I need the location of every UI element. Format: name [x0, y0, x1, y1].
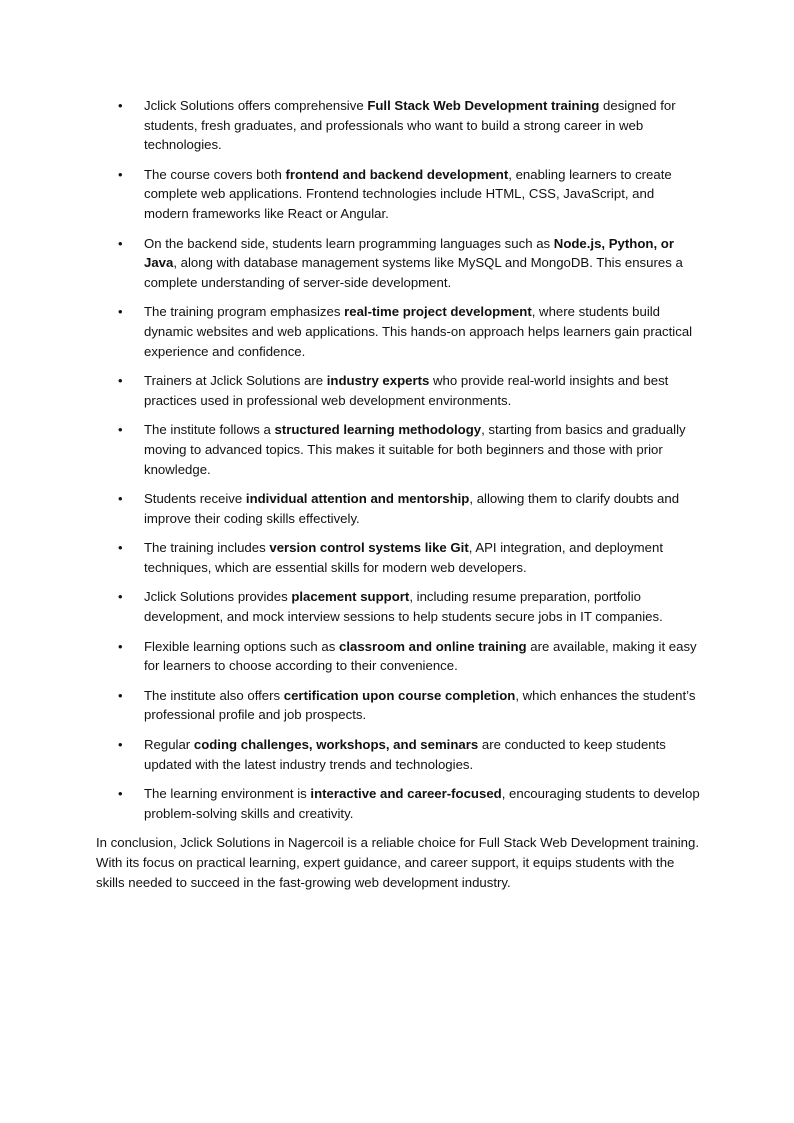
item-text-before: The course covers both: [144, 166, 286, 182]
bullet-marker: •: [118, 98, 123, 113]
item-text-before: The learning environment is: [144, 786, 311, 802]
item-text-bold: placement support: [291, 589, 410, 605]
list-item: [96, 234, 700, 293]
item-text-bold: interactive and career-focused: [310, 786, 502, 802]
item-text-bold: coding challenges, workshops, and seminars: [193, 737, 479, 753]
item-text-before: The institute follows a: [144, 422, 275, 438]
item-text-after: , encouraging students to develop problem-solving skills and creativity.: [144, 786, 700, 821]
item-text-after: , where students build dynamic websites and web applications. This hands-on approach helps learners gain practical experience and confidence.: [144, 304, 693, 359]
bullet-marker: •: [118, 166, 123, 182]
item-text-before: Flexible learning options such as: [144, 638, 339, 654]
list-item: [96, 735, 700, 774]
item-text-after: , starting from basics and gradually moving to advanced topics. This makes it suitable for both beginners and those with prior knowledge.: [144, 422, 686, 477]
list-item: [96, 538, 700, 577]
item-text-bold: Full Stack Web Development training: [367, 98, 600, 113]
list-item: [96, 686, 700, 725]
item-text-after: are conducted to keep students updated with the latest industry trends and technologies.: [144, 737, 666, 772]
item-text-after: , enabling learners to create complete web applications. Frontend technologies include HTML, CSS, JavaScript, and modern frameworks like React or Angular.: [144, 166, 672, 221]
bullet-marker: •: [118, 687, 123, 703]
list-item: [96, 371, 700, 410]
bullet-marker: •: [118, 235, 123, 251]
item-text-after: , including resume preparation, portfolio development, and mock interview sessions to help students secure jobs in IT companies.: [144, 589, 663, 625]
item-text-bold: real-time project development: [344, 304, 532, 320]
list-item: [96, 165, 700, 224]
bullet-marker: •: [118, 373, 123, 389]
item-text-before: Regular: [144, 737, 194, 753]
item-text-before: The training includes: [144, 540, 270, 556]
item-text-before: On the backend side, students learn programming languages such as: [144, 235, 554, 251]
list-item: [96, 784, 700, 823]
item-text-bold: structured learning methodology: [274, 422, 482, 438]
bullet-marker: •: [118, 786, 123, 802]
item-text-bold: version control systems like Git: [269, 540, 469, 556]
bullet-marker: •: [118, 638, 123, 654]
item-text-bold: certification upon course completion: [283, 687, 516, 703]
bullet-marker: •: [118, 540, 123, 556]
list-item: [96, 489, 700, 528]
item-text-bold: individual attention and mentorship: [245, 491, 470, 507]
conclusion-paragraph: In conclusion, Jclick Solutions in Nagercoil is a reliable choice for Full Stack Web Development training. With its focus on practical learning, expert guidance, and career support, it equips students with the skills needed to succeed in the fast-growing web development industry.: [96, 835, 699, 890]
item-text-after: are available, making it easy for learners to choose according to their convenience.: [144, 638, 697, 674]
bullet-marker: •: [118, 737, 123, 753]
item-text-before: Jclick Solutions provides: [144, 589, 292, 605]
bullet-marker: •: [118, 589, 123, 605]
item-text-after: , which enhances the student’s professional profile and job prospects.: [144, 687, 696, 723]
item-text-after: , allowing them to clarify doubts and improve their coding skills effectively.: [144, 491, 680, 526]
item-text-after: , along with database management systems like MySQL and MongoDB. This ensures a complete understanding of server-side development.: [144, 255, 683, 290]
item-text-before: Students receive: [144, 491, 246, 507]
item-text-bold: Node.js, Python, or Java: [144, 235, 674, 271]
item-text-bold: classroom and online training: [339, 638, 527, 654]
list-item: [96, 96, 700, 155]
item-text-before: The institute also offers: [144, 687, 284, 703]
bullet-marker: •: [118, 491, 123, 507]
item-text-after: designed for students, fresh graduates, and professionals who want to build a strong career in web technologies.: [144, 98, 676, 153]
bullet-marker: •: [118, 422, 123, 438]
item-text-before: The training program emphasizes: [144, 304, 345, 320]
document-body: [96, 96, 700, 892]
bullet-list: [96, 96, 700, 823]
item-text-before: Trainers at Jclick Solutions are: [144, 373, 327, 389]
list-item: [96, 587, 700, 626]
item-text-after: , API integration, and deployment techniques, which are essential skills for modern web developers.: [144, 540, 663, 575]
item-text-after: who provide real-world insights and best practices used in professional web development environments.: [144, 373, 669, 408]
item-text-before: Jclick Solutions offers comprehensive: [144, 98, 368, 113]
list-item: [96, 302, 700, 361]
item-text-bold: frontend and backend development: [285, 166, 509, 182]
list-item: [96, 420, 700, 479]
item-text-bold: industry experts: [326, 373, 430, 389]
bullet-marker: •: [118, 304, 123, 320]
list-item: [96, 637, 700, 676]
